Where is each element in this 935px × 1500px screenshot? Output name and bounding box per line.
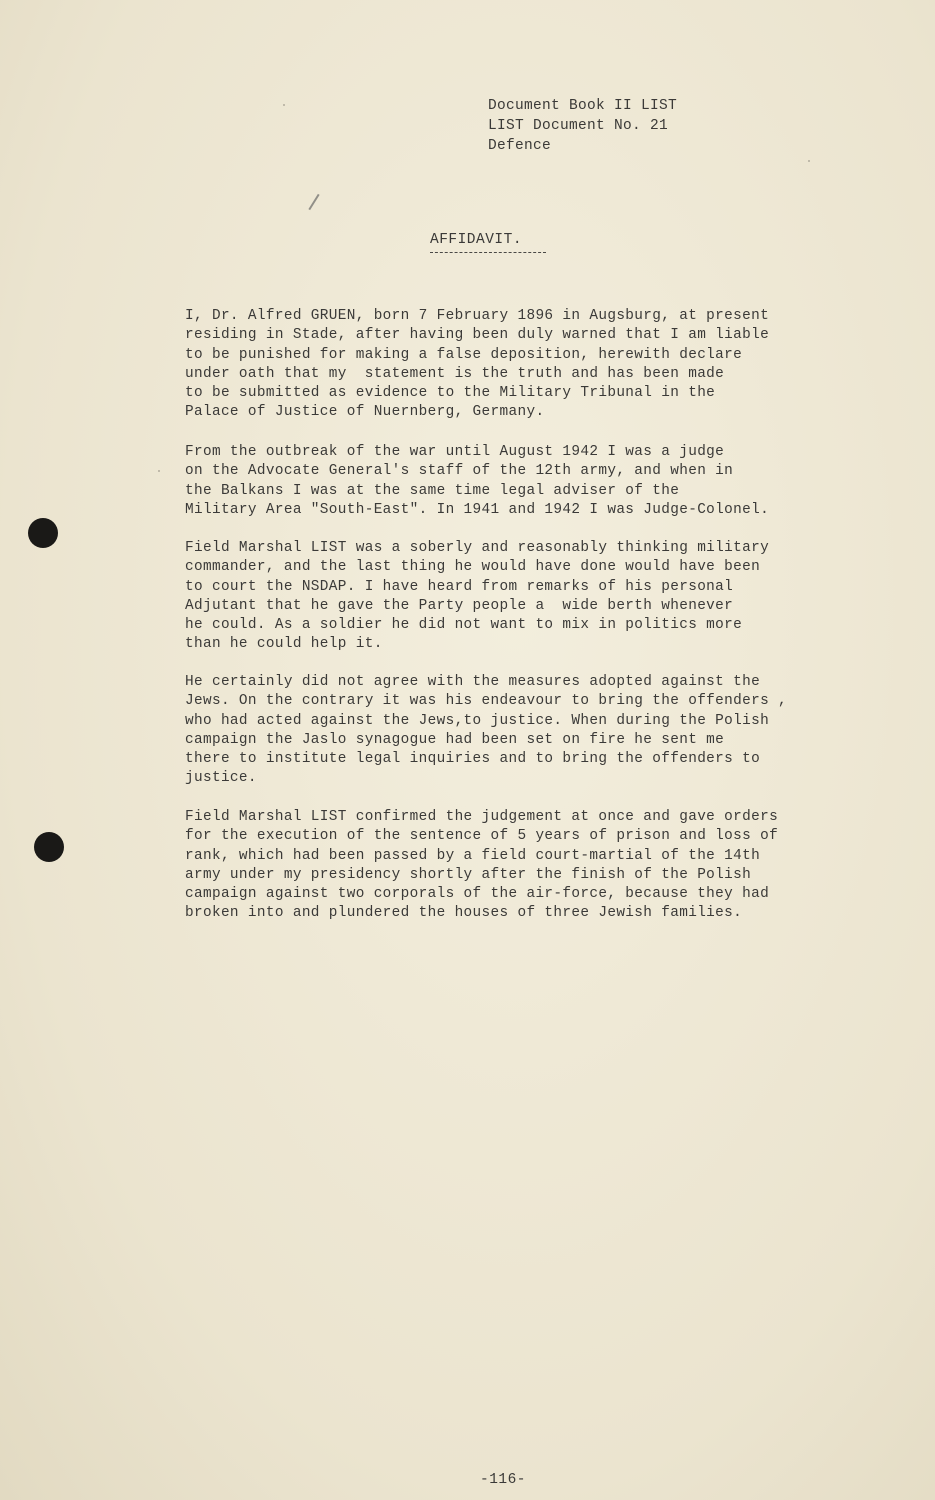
paragraph-service-record: From the outbreak of the war until August 1942 I was a judge on the Advocate General's staff of the 12th army, and when in the Balkans I was at the same time legal adviser of the Military Area "South-East". In 1941 and 1942 I was Judge-Colonel. — [185, 444, 770, 518]
paper-speck — [808, 160, 810, 162]
title-underline — [430, 252, 546, 253]
paragraph-character: Field Marshal LIST was a soberly and reasonably thinking military commander, and the last thing he would have done would have been to court the NSDAP. I have heard from remarks of his personal Adjutant that he gave the Party people a wide berth whenever he could. As a soldier he did not want to mix in politics more than he could help it. — [185, 540, 770, 653]
paper-speck — [158, 470, 160, 472]
paragraph-jewish-measures: He certainly did not agree with the measures adopted against the Jews. On the contrary it was his endeavour to bring the offenders , who had acted against the Jews,to justice. When during the Polish campaign the Jaslo synagogue had been set on fire he sent me there to institute legal inquiries and to bring the offenders to justice. — [185, 674, 788, 787]
affidavit-title: AFFIDAVIT. — [430, 232, 523, 248]
page-number: -116- — [480, 1472, 527, 1488]
reference-party-line: Defence — [488, 138, 552, 154]
pen-mark — [308, 194, 319, 210]
document-reference — [488, 96, 677, 156]
paragraph-judgement: Field Marshal LIST confirmed the judgement at once and gave orders for the execution of the sentence of 5 years of prison and loss of rank, which had been passed by a field court-martial of the 14th army under my presidency shortly after the finish of the Polish campaign against two corporals of the air-force, because they had broken into and plundered the houses of three Jewish families. — [185, 809, 779, 922]
reference-book-line: Document Book II LIST — [488, 98, 678, 114]
paper-speck — [283, 104, 285, 106]
reference-document-line: LIST Document No. 21 — [488, 118, 669, 134]
punch-hole-bottom — [34, 832, 64, 862]
punch-hole-top — [28, 518, 58, 548]
paragraph-deponent-oath: I, Dr. Alfred GRUEN, born 7 February 1896 in Augsburg, at present residing in Stade, after having been duly warned that I am liable to be punished for making a false deposition, herewith declare under oath that my statement is the truth and has been made to be submitted as evidence to the Military Tribunal in the Palace of Justice of Nuernberg, Germany. — [185, 308, 770, 421]
